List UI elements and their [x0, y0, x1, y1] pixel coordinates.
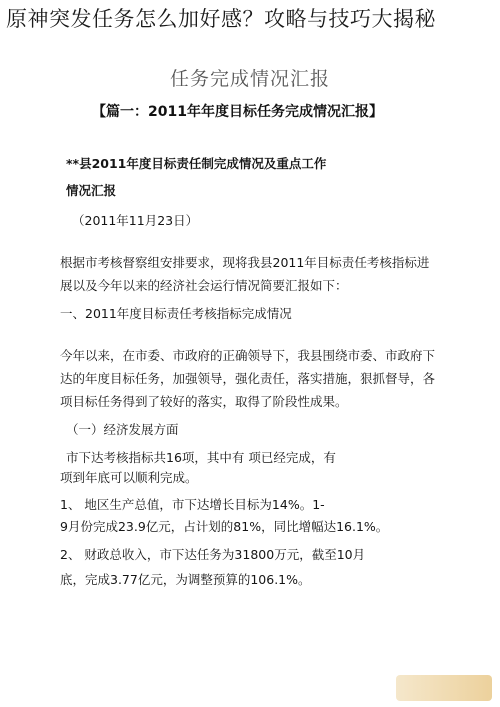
watermark-logo [396, 675, 492, 701]
doc-line: 今年以来，在市委、市政府的正确领导下，我县围绕市委、市政府下 [60, 348, 436, 363]
doc-line: 底，完成3.77亿元，为调整预算的106.1%。 [60, 572, 311, 587]
doc-line: 项到年底可以顺利完成。 [60, 470, 198, 485]
doc-line: 市下达考核指标共16项，其中有 项已经完成，有 [66, 450, 336, 465]
doc-line: 1、 地区生产总值，市下达增长目标为14%。1- [60, 497, 325, 512]
doc-subsection-heading: （一）经济发展方面 [66, 422, 179, 437]
doc-line: 项目标任务得到了较好的落实，取得了阶段性成果。 [60, 394, 348, 409]
doc-line: 9月份完成23.9亿元，占计划的81%，同比增幅达16.1%。 [60, 519, 389, 534]
doc-line: （2011年11月23日） [72, 213, 199, 228]
doc-line: 情况汇报 [66, 183, 117, 198]
article-headline: 原神突发任务怎么加好感？攻略与技巧大揭秘 [6, 7, 436, 31]
document-title: 任务完成情况汇报 [169, 68, 330, 90]
doc-line: 根据市考核督察组安排要求，现将我县2011年目标责任考核指标进 [60, 255, 430, 270]
document-subtitle: 【篇一：2011年年度目标任务完成情况汇报】 [92, 104, 383, 120]
doc-line: 2、 财政总收入，市下达任务为31800万元，截至10月 [60, 547, 366, 562]
doc-section-heading: 一、2011年度目标责任考核指标完成情况 [60, 306, 292, 321]
doc-line: 展以及今年以来的经济社会运行情况简要汇报如下： [60, 278, 348, 293]
doc-line: **县2011年度目标责任制完成情况及重点工作 [66, 156, 327, 171]
doc-line: 达的年度目标任务，加强领导，强化责任，落实措施，狠抓督导，各 [60, 371, 436, 386]
